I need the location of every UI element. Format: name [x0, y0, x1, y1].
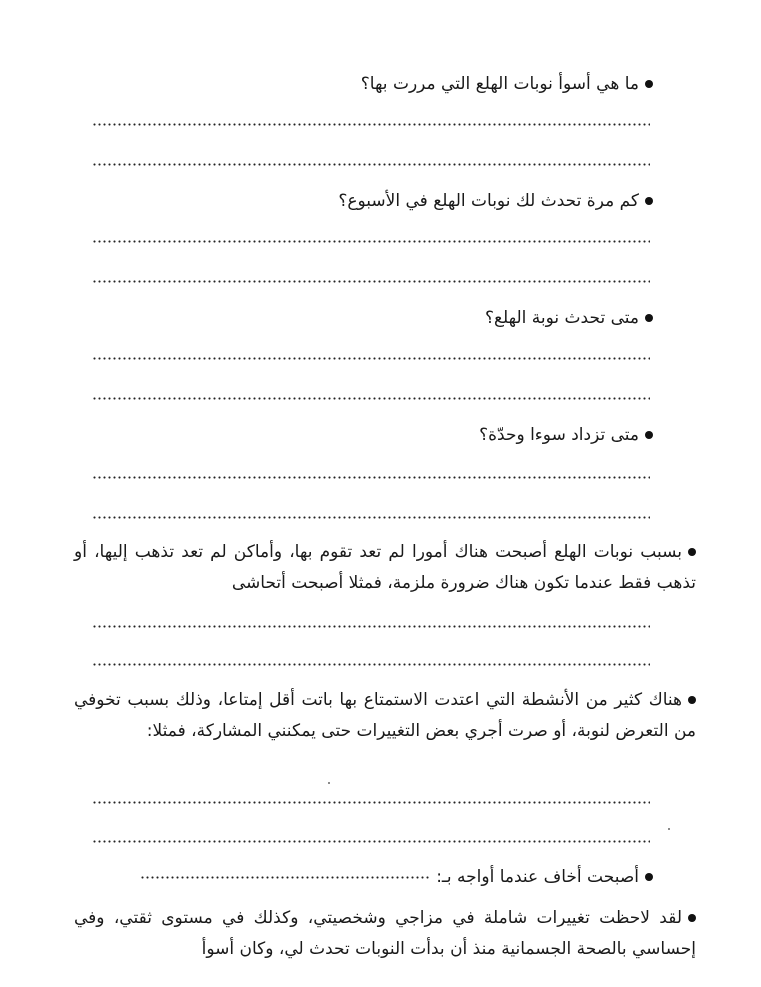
bullet-icon [688, 548, 696, 556]
answer-line[interactable] [92, 357, 650, 360]
paragraph-activities [74, 685, 696, 747]
answer-line[interactable] [92, 625, 650, 628]
bullet-icon [645, 873, 653, 881]
paragraph-text: بسبب نوبات الهلع أصبحت هناك أمورا لم تعد تقوم بها، وأماكن لم تعد تذهب إليها، أو تذهب فقط عندما تكون هناك ضرورة ملزمة، فمثلا أصبحت أتحاشى [74, 542, 696, 593]
bullet-icon [645, 431, 653, 439]
answer-line[interactable] [92, 280, 650, 283]
answer-line[interactable] [92, 240, 650, 243]
answer-line[interactable] [92, 663, 650, 666]
bullet-icon [645, 197, 653, 205]
paragraph-text: هناك كثير من الأنشطة التي اعتدت الاستمتاع بها باتت أقل إمتاعا، وذلك بسبب تخوفي من التعرض لنوبة، أو صرت أجري بعض التغييرات حتى يمكنني المشاركة، فمثلا: [74, 690, 696, 741]
answer-line[interactable] [92, 516, 650, 519]
paragraph-text: لقد لاحظت تغييرات شاملة في مزاجي وشخصيتي، وكذلك في مستوى ثقتي، وفي إحساسي بالصحة الجسمانية منذ أن بدأت النوبات تحدث لي، وكان أسوأ [74, 908, 696, 959]
question-text: كم مرة تحدث لك نوبات الهلع في الأسبوع؟ [338, 191, 639, 211]
question-text: ما هي أسوأ نوبات الهلع التي مررت بها؟ [360, 74, 639, 94]
bullet-icon [688, 914, 696, 922]
answer-line[interactable] [92, 801, 650, 804]
question-weekly-frequency [338, 190, 653, 212]
bullet-icon [645, 80, 653, 88]
inline-answer-line[interactable] [140, 876, 430, 879]
question-text: متى تحدث نوبة الهلع؟ [484, 308, 639, 328]
answer-line[interactable] [92, 840, 650, 843]
question-when-worse [479, 424, 653, 446]
scan-speck [328, 782, 330, 784]
question-worst-attacks [361, 73, 653, 95]
paragraph-text: أصبحت أخاف عندما أواجه بـ: [436, 867, 639, 887]
paragraph-afraid-when [140, 866, 653, 888]
answer-line[interactable] [92, 163, 650, 166]
paragraph-mood-changes [74, 903, 696, 965]
bullet-icon [688, 696, 696, 704]
answer-line[interactable] [92, 397, 650, 400]
scan-speck [668, 828, 670, 830]
question-text: متى تزداد سوءا وحدّة؟ [479, 425, 639, 445]
answer-line[interactable] [92, 476, 650, 479]
bullet-icon [645, 314, 653, 322]
paragraph-avoided-places [74, 537, 696, 599]
question-when-attack [485, 307, 653, 329]
answer-line[interactable] [92, 123, 650, 126]
